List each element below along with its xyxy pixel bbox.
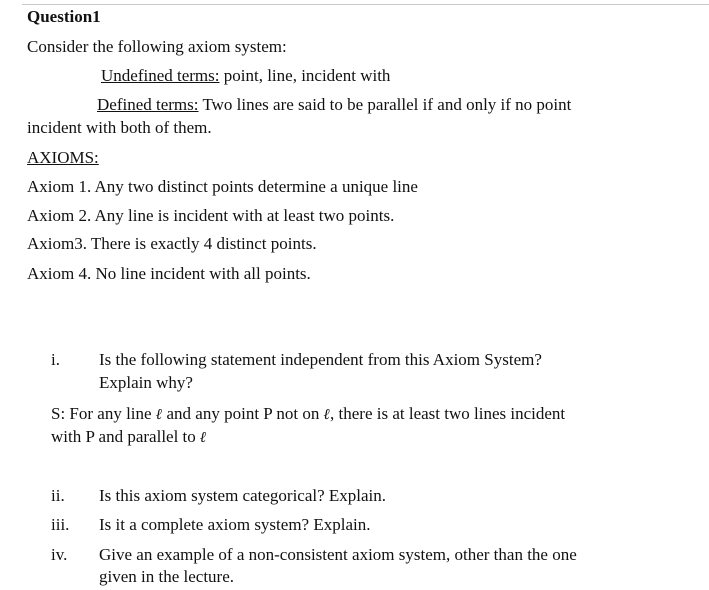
axiom-4: Axiom 4. No line incident with all points.: [27, 264, 311, 283]
defined-terms-label: Defined terms:: [97, 95, 199, 114]
ell-symbol: ℓ: [323, 405, 331, 423]
part-iii-line1: Is it a complete axiom system? Explain.: [99, 515, 371, 534]
part-iv-line1: Give an example of a non-consistent axiom system, other than the one: [99, 545, 577, 564]
part-iv-number: iv.: [51, 545, 68, 564]
intro-text: Consider the following axiom system:: [27, 37, 287, 56]
undefined-terms-text: point, line, incident with: [219, 66, 391, 85]
axiom-1: Axiom 1. Any two distinct points determine a unique line: [27, 177, 418, 196]
undefined-terms-label: Undefined terms:: [101, 66, 220, 85]
axioms-heading: AXIOMS:: [27, 148, 99, 167]
part-i-number: i.: [51, 350, 60, 369]
part-iii-number: iii.: [51, 515, 70, 534]
question-title: Question1: [27, 7, 101, 26]
statement-part-a: S: For any line: [51, 404, 156, 423]
part-i-line2: Explain why?: [99, 373, 193, 392]
defined-terms-continuation: incident with both of them.: [27, 118, 212, 137]
statement-line1: [51, 404, 565, 424]
statement-part-b: and any point P not on: [162, 404, 324, 423]
part-iv-line2: given in the lecture.: [99, 567, 235, 586]
ell-symbol: ℓ: [200, 428, 207, 446]
statement-part-c: , there is at least two lines incident: [330, 404, 566, 423]
part-ii-number: ii.: [51, 486, 65, 505]
statement-line2: [51, 427, 206, 447]
defined-terms-line: [97, 95, 571, 115]
axiom-3: Axiom3. There is exactly 4 distinct points.: [27, 234, 317, 253]
undefined-terms-line: [101, 66, 390, 86]
statement-part-d: with P and parallel to: [51, 427, 201, 446]
ell-symbol: ℓ: [155, 405, 163, 423]
part-ii-line1: Is this axiom system categorical? Explain.: [99, 486, 387, 505]
defined-terms-text: Two lines are said to be parallel if and only if no point: [198, 95, 572, 114]
axiom-2: Axiom 2. Any line is incident with at least two points.: [27, 206, 395, 225]
part-i-line1: Is the following statement independent from this Axiom System?: [99, 350, 542, 369]
top-divider: [22, 4, 709, 5]
